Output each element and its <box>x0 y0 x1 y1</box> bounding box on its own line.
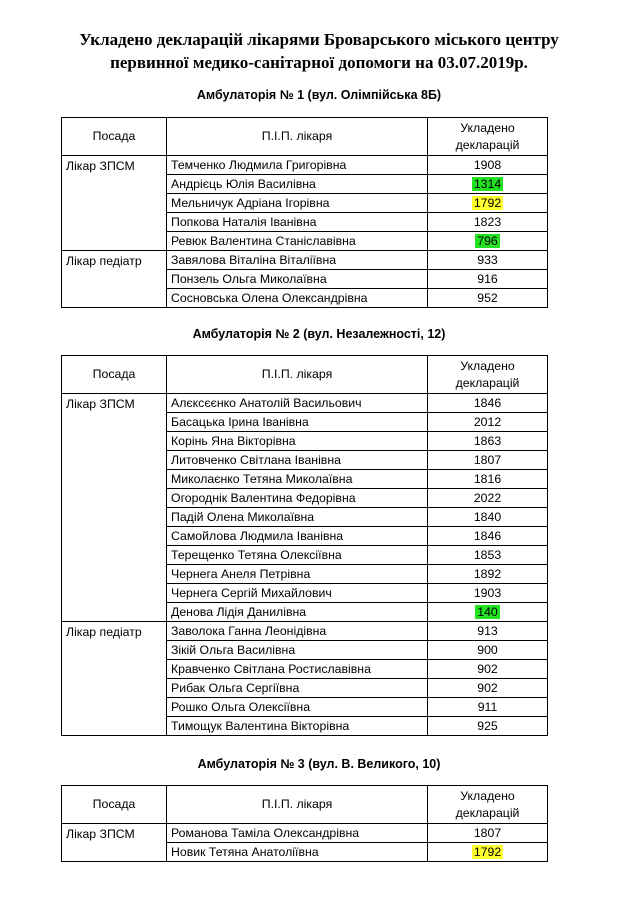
declarations-count: 1853 <box>473 548 502 562</box>
doctor-name: Завялова Віталіна Віталіївна <box>167 251 428 270</box>
declarations-count-cell <box>428 270 548 289</box>
declarations-count-cell <box>428 470 548 489</box>
doctor-name: Самойлова Людмила Іванівна <box>167 527 428 546</box>
table-row <box>62 394 548 413</box>
declarations-count: 1892 <box>473 567 502 581</box>
doctor-name: Зікій Ольга Василівна <box>167 641 428 660</box>
declarations-count-cell <box>428 432 548 451</box>
header-count <box>428 356 548 394</box>
declarations-count-cell <box>428 413 548 432</box>
declarations-count: 933 <box>477 253 498 267</box>
declarations-table-2 <box>61 355 548 736</box>
header-position: Посада <box>62 786 167 824</box>
declarations-count: 1840 <box>473 510 502 524</box>
header-name: П.І.П. лікаря <box>167 118 428 156</box>
declarations-count: 925 <box>477 719 498 733</box>
declarations-count: 1816 <box>473 472 502 486</box>
declarations-count: 1792 <box>473 196 502 210</box>
doctor-name: Чернега Сергій Михайлович <box>167 584 428 603</box>
doctor-name: Понзель Ольга Миколаївна <box>167 270 428 289</box>
header-count-line2: декларацій <box>455 805 520 820</box>
title-line-2: первинної медико-санітарної допомоги на 03.07.2019р. <box>110 53 528 72</box>
declarations-count-cell <box>428 698 548 717</box>
declarations-count-cell <box>428 679 548 698</box>
doctor-name: Падій Олена Миколаївна <box>167 508 428 527</box>
declarations-count-cell <box>428 717 548 736</box>
header-count-line1: Укладено <box>460 788 515 803</box>
declarations-count: 913 <box>477 624 498 638</box>
declarations-count: 1846 <box>473 396 502 410</box>
doctor-name: Сосновська Олена Олександрівна <box>167 289 428 308</box>
doctor-name: Чернега Анеля Петрівна <box>167 565 428 584</box>
declarations-count: 902 <box>477 662 498 676</box>
doctor-name: Басацька Ірина Іванівна <box>167 413 428 432</box>
declarations-count-cell <box>428 451 548 470</box>
declarations-count-cell <box>428 843 548 862</box>
declarations-count: 952 <box>477 291 498 305</box>
header-count-line2: декларацій <box>455 137 520 152</box>
header-count <box>428 118 548 156</box>
declarations-count: 1807 <box>473 453 502 467</box>
declarations-count: 1903 <box>473 586 502 600</box>
position-cell: Лікар ЗПСМ <box>62 824 167 862</box>
declarations-count: 1314 <box>473 177 502 191</box>
declarations-count-cell <box>428 175 548 194</box>
doctor-name: Литовченко Світлана Іванівна <box>167 451 428 470</box>
position-cell: Лікар ЗПСМ <box>62 394 167 622</box>
declarations-count: 1823 <box>473 215 502 229</box>
declarations-count: 911 <box>477 700 498 714</box>
declarations-count-cell <box>428 584 548 603</box>
declarations-count: 902 <box>477 681 498 695</box>
declarations-table-1 <box>61 117 548 308</box>
doctor-name: Огороднік Валентина Федорівна <box>167 489 428 508</box>
doctor-name: Рибак Ольга Сергіївна <box>167 679 428 698</box>
declarations-count: 900 <box>477 643 498 657</box>
doctor-name: Романова Таміла Олександрівна <box>167 824 428 843</box>
declarations-count-cell <box>428 232 548 251</box>
declarations-count: 796 <box>477 234 498 248</box>
doctor-name: Новик Тетяна Анатоліївна <box>167 843 428 862</box>
declarations-count: 916 <box>477 272 498 286</box>
section-heading-2: Амбулаторія № 2 (вул. Незалежності, 12) <box>192 327 446 341</box>
table-row <box>62 251 548 270</box>
doctor-name: Рошко Ольга Олексіївна <box>167 698 428 717</box>
doctor-name: Корінь Яна Вікторівна <box>167 432 428 451</box>
declarations-count-cell <box>428 565 548 584</box>
document-title <box>0 28 638 74</box>
header-name: П.І.П. лікаря <box>167 356 428 394</box>
declarations-count: 2022 <box>473 491 502 505</box>
declarations-count: 1846 <box>473 529 502 543</box>
header-position: Посада <box>62 118 167 156</box>
doctor-name: Заволока Ганна Леонідівна <box>167 622 428 641</box>
table-header-row <box>62 786 548 824</box>
declarations-count: 140 <box>477 605 498 619</box>
declarations-count-cell <box>428 508 548 527</box>
table-header-row <box>62 118 548 156</box>
declarations-count-cell <box>428 641 548 660</box>
doctor-name: Денова Лідія Данилівна <box>167 603 428 622</box>
section-heading-3: Амбулаторія № 3 (вул. В. Великого, 10) <box>197 757 441 771</box>
declarations-count: 1908 <box>473 158 502 172</box>
declarations-count-cell <box>428 251 548 270</box>
declarations-table-3 <box>61 785 548 862</box>
header-count <box>428 786 548 824</box>
declarations-count-cell <box>428 156 548 175</box>
doctor-name: Алєксєєнко Анатолій Васильович <box>167 394 428 413</box>
doctor-name: Ревюк Валентина Станіславівна <box>167 232 428 251</box>
position-cell: Лікар педіатр <box>62 251 167 308</box>
doctor-name: Терещенко Тетяна Олексіївна <box>167 546 428 565</box>
declarations-count: 1807 <box>473 826 502 840</box>
doctor-name: Мельничук Адріана Ігорівна <box>167 194 428 213</box>
header-name: П.І.П. лікаря <box>167 786 428 824</box>
header-count-line1: Укладено <box>460 120 515 135</box>
header-position: Посада <box>62 356 167 394</box>
table-row <box>62 622 548 641</box>
title-line-1: Укладено декларацій лікарями Броварського міського центру <box>79 30 559 49</box>
declarations-count: 2012 <box>473 415 502 429</box>
doctor-name: Миколаєнко Тетяна Миколаївна <box>167 470 428 489</box>
doctor-name: Кравченко Світлана Ростиславівна <box>167 660 428 679</box>
declarations-count: 1792 <box>473 845 502 859</box>
declarations-count-cell <box>428 213 548 232</box>
doctor-name: Темченко Людмила Григорівна <box>167 156 428 175</box>
table-row <box>62 156 548 175</box>
declarations-count-cell <box>428 603 548 622</box>
declarations-count-cell <box>428 660 548 679</box>
section-heading-1: Амбулаторія № 1 (вул. Олімпійська 8Б) <box>196 88 442 102</box>
declarations-count-cell <box>428 394 548 413</box>
declarations-count-cell <box>428 527 548 546</box>
doctor-name: Тимощук Валентина Вікторівна <box>167 717 428 736</box>
declarations-count-cell <box>428 622 548 641</box>
declarations-count-cell <box>428 824 548 843</box>
position-cell: Лікар педіатр <box>62 622 167 736</box>
declarations-count-cell <box>428 546 548 565</box>
table-header-row <box>62 356 548 394</box>
doctor-name: Попкова Наталія Іванівна <box>167 213 428 232</box>
declarations-count-cell <box>428 489 548 508</box>
declarations-count-cell <box>428 194 548 213</box>
declarations-count: 1863 <box>473 434 502 448</box>
table-row <box>62 824 548 843</box>
position-cell: Лікар ЗПСМ <box>62 156 167 251</box>
declarations-count-cell <box>428 289 548 308</box>
header-count-line1: Укладено <box>460 358 515 373</box>
doctor-name: Андрієць Юлія Василівна <box>167 175 428 194</box>
header-count-line2: декларацій <box>455 375 520 390</box>
